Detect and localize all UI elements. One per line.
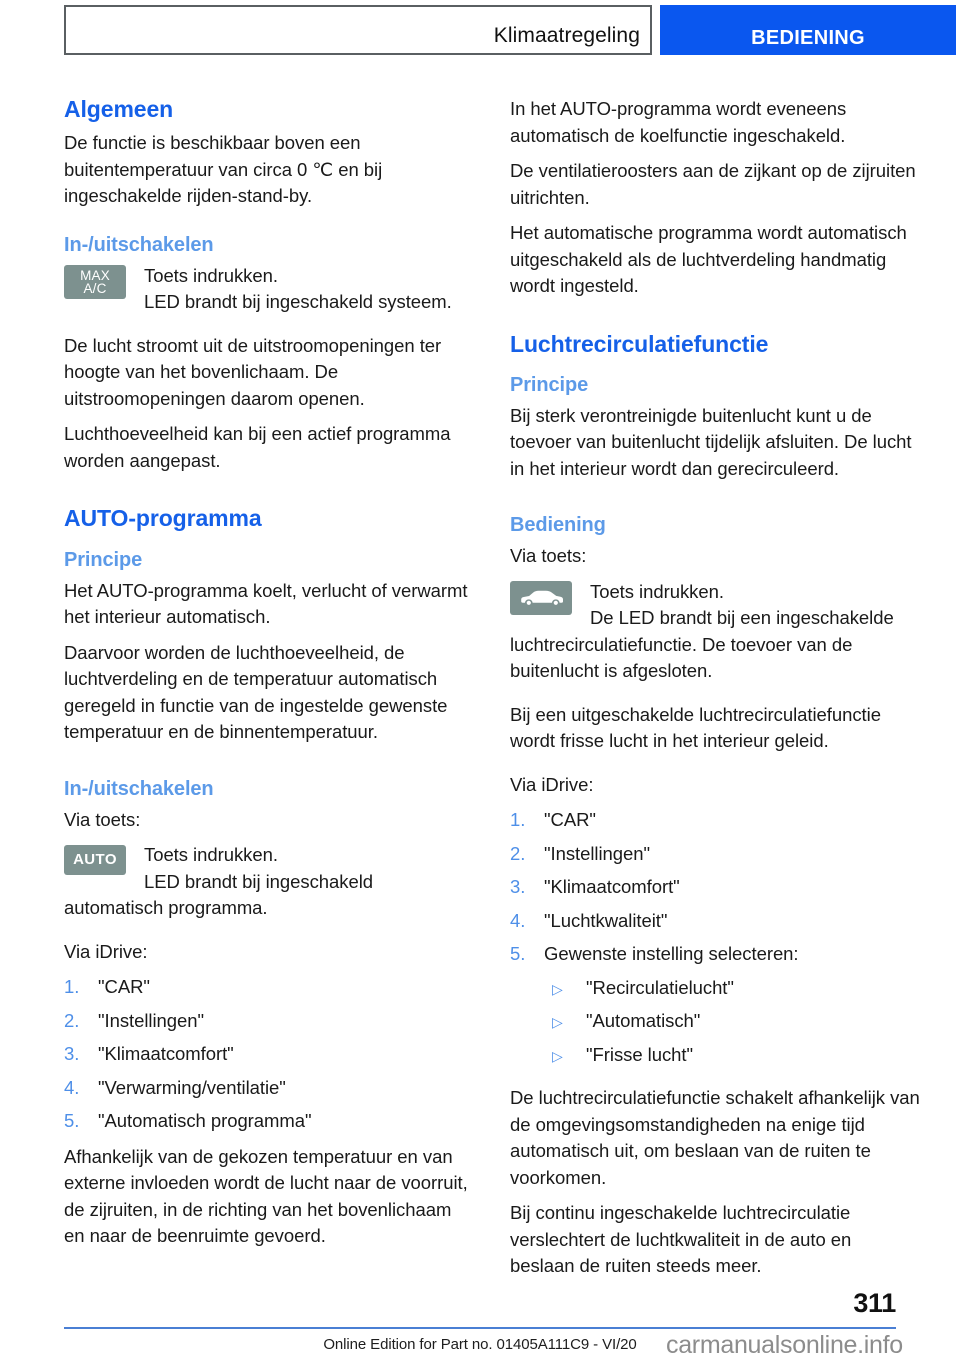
list-item[interactable]: "Automatisch programma" bbox=[98, 1110, 312, 1132]
air-recirculation-button-icon[interactable] bbox=[510, 581, 572, 615]
idrive-steps-auto bbox=[64, 974, 474, 1135]
list-item[interactable]: "Verwarming/ventilatie" bbox=[98, 1076, 286, 1098]
paragraph-auto-principe-1: Het AUTO-programma koelt, verlucht of verwarmt het interieur automatisch. bbox=[64, 579, 468, 628]
spacer bbox=[64, 219, 474, 233]
list-item-label: Gewenste instelling selecteren: bbox=[544, 943, 799, 965]
label-via-toets-auto: Via toets: bbox=[64, 808, 141, 830]
paragraph-recirculatie-uit: Bij een uitgeschakelde luchtrecirculatiefunctie wordt frisse lucht in het interieur geleid. bbox=[510, 703, 881, 752]
spacer bbox=[510, 694, 920, 702]
max-ac-icon-line2: A/C bbox=[83, 280, 107, 296]
list-item[interactable]: "Klimaatcomfort" bbox=[544, 876, 680, 898]
spacer bbox=[510, 1077, 920, 1085]
footer-edition-note: Online Edition for Part no. 01405A111C9 - VI/20 bbox=[323, 1336, 637, 1353]
heading-algemeen: Algemeen bbox=[64, 96, 174, 122]
right-column bbox=[510, 96, 920, 1280]
auto-instruction-line1: Toets indrukken. bbox=[144, 844, 278, 866]
spacer bbox=[64, 325, 474, 333]
heading-luchtrecirculatiefunctie: Luchtrecirculatiefunctie bbox=[510, 330, 769, 357]
list-item[interactable]: "CAR" bbox=[544, 809, 596, 831]
paragraph-auto-principe-2: Daarvoor worden de luchthoeveelheid, de luchtverdeling en de temperatuur automatisch geregeld in functie van de ingestelde gewenste temperatuur en de binnentemperatuur. bbox=[64, 641, 448, 743]
paragraph-auto-closing: Afhankelijk van de gekozen temperatuur en van externe invloeden wordt de lucht naar de voorruit, de zijruiten, in de richting van het bovenlichaam en naar de beenruimte gevoerd. bbox=[64, 1145, 468, 1247]
key-instruction-recirculation bbox=[510, 579, 920, 685]
heading-principe-recirculatie: Principe bbox=[510, 373, 589, 396]
key-instruction-auto bbox=[64, 842, 474, 922]
heading-principe-auto: Principe bbox=[64, 548, 143, 571]
max-ac-instruction-line2: LED brandt bij ingeschakeld systeem. bbox=[144, 291, 452, 313]
label-via-toets-recirculatie: Via toets: bbox=[510, 545, 587, 567]
paragraph-algemeen: De functie is beschikbaar boven een buitentemperatuur van circa 0 ℃ en bij ingeschakelde rijden-stand-by. bbox=[64, 132, 383, 207]
paragraph-recirculatie-principe: Bij sterk verontreinigde buitenlucht kunt u de toevoer van buitenlucht tijdelijk afsluiten. De lucht in het interieur wordt dan gerecirculeerd. bbox=[510, 404, 912, 479]
list-item[interactable] bbox=[510, 941, 920, 1068]
max-ac-instruction-line1: Toets indrukken. bbox=[144, 264, 278, 286]
spacer bbox=[510, 309, 920, 331]
list-item[interactable]: ▷ "Recirculatielucht" bbox=[544, 975, 920, 1002]
list-item[interactable]: "Instellingen" bbox=[544, 842, 651, 864]
footer-divider bbox=[64, 1327, 896, 1329]
watermark-text: carmanualsonline.info bbox=[666, 1331, 903, 1359]
auto-button-icon[interactable] bbox=[64, 845, 126, 875]
spacer bbox=[510, 491, 920, 513]
page-number: 311 bbox=[853, 1288, 896, 1318]
heading-auto-programma: AUTO-programma bbox=[64, 505, 262, 532]
paragraph-right-intro-3: Het automatische programma wordt automatisch uitgeschakeld als de luchtverdeling handmatig wordt ingesteld. bbox=[510, 222, 907, 296]
spacer bbox=[510, 764, 920, 772]
spacer bbox=[510, 365, 920, 373]
spacer bbox=[64, 483, 474, 505]
list-item[interactable]: ▷ "Frisse lucht" bbox=[544, 1042, 920, 1069]
label-via-idrive-recirculatie: Via iDrive: bbox=[510, 773, 594, 795]
header-section-tab-label: BEDIENING bbox=[751, 27, 865, 49]
paragraph-recirculatie-closing-1: De luchtrecirculatiefunctie schakelt afhankelijk van de omgevingsomstandigheden na enige tijd automatisch uit, om beslaan van de ruiten te voorkomen. bbox=[510, 1087, 920, 1188]
auto-instruction-line2: LED brandt bij ingeschakeld automatisch programma. bbox=[64, 870, 374, 919]
idrive-steps-recirculatie bbox=[510, 807, 920, 1068]
spacer bbox=[64, 540, 474, 548]
heading-in-uitschakelen-1: In-/uitschakelen bbox=[64, 233, 214, 256]
recirculation-instruction-line1: Toets indrukken. bbox=[590, 580, 724, 602]
max-ac-icon-line1: MAX bbox=[80, 267, 110, 283]
list-item[interactable]: "Luchtkwaliteit" bbox=[544, 909, 668, 931]
auto-icon-label: AUTO bbox=[73, 851, 117, 869]
car-recirculation-glyph bbox=[517, 586, 565, 610]
sub-option-list bbox=[544, 975, 920, 1069]
max-ac-button-icon[interactable] bbox=[64, 265, 126, 299]
paragraph-right-intro-2: De ventilatieroosters aan de zijkant op de zijruiten uitrichten. bbox=[510, 160, 916, 208]
recirculation-instruction-line2: De LED brandt bij een ingeschakelde luchtrecirculatiefunctie. De toevoer van de buitenlucht is afgesloten. bbox=[510, 607, 894, 682]
spacer bbox=[64, 931, 474, 939]
list-item[interactable]: ▷ "Automatisch" bbox=[544, 1008, 920, 1035]
list-item[interactable]: "Instellingen" bbox=[98, 1009, 205, 1031]
list-item[interactable]: "Klimaatcomfort" bbox=[98, 1043, 234, 1065]
key-instruction-max-ac bbox=[64, 263, 474, 316]
list-item[interactable]: "CAR" bbox=[98, 976, 150, 998]
heading-in-uitschakelen-2: In-/uitschakelen bbox=[64, 777, 214, 800]
paragraph-recirculatie-closing-2: Bij continu ingeschakelde luchtrecirculatie verslechtert de luchtkwaliteit in de auto en beslaan de ruiten steeds meer. bbox=[510, 1202, 852, 1277]
paragraph-luchthoeveelheid: Luchthoeveelheid kan bij een actief programma worden aangepast. bbox=[64, 423, 451, 471]
paragraph-right-intro-1: In het AUTO-programma wordt eveneens automatisch de koelfunctie ingeschakeld. bbox=[510, 98, 847, 146]
heading-bediening: Bediening bbox=[510, 514, 606, 537]
spacer bbox=[64, 755, 474, 777]
left-column bbox=[64, 96, 474, 1250]
label-via-idrive-auto: Via iDrive: bbox=[64, 940, 148, 962]
header-chapter-title: Klimaatregeling bbox=[493, 24, 640, 47]
paragraph-luchtstroom: De lucht stroomt uit de uitstroomopeningen ter hoogte van het bovenlichaam. De uitstroomopeningen daarom openen. bbox=[64, 334, 442, 409]
